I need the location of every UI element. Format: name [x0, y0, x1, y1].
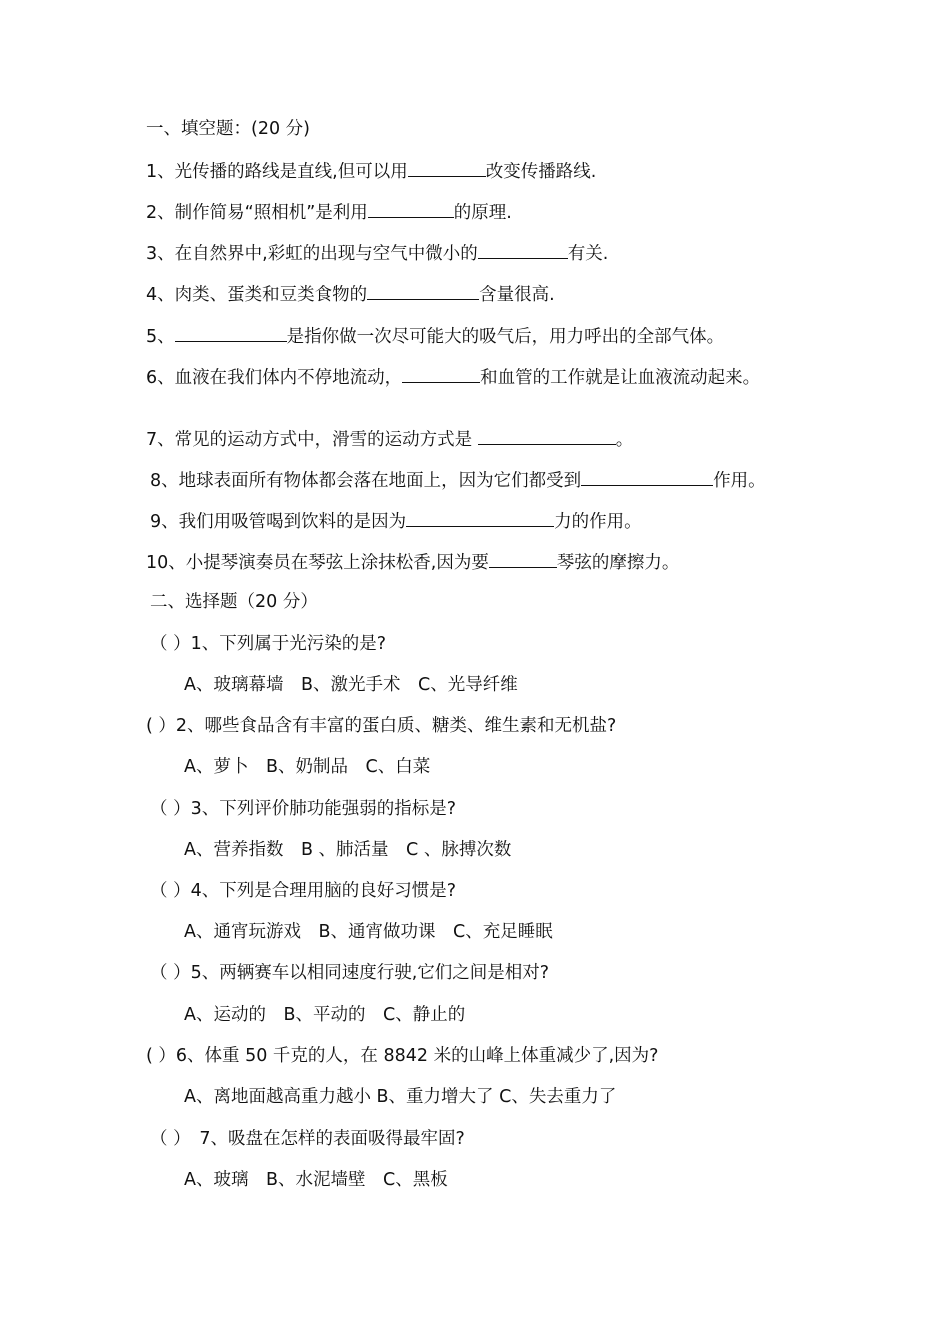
fill-item-1 — [146, 158, 596, 184]
fill-item-text: 改变传播路线. — [485, 162, 597, 182]
fill-item-text: 4、肉类、蛋类和豆类食物的 — [146, 285, 368, 305]
fill-item-7 — [146, 426, 633, 452]
fill-item-4 — [146, 281, 555, 307]
fill-item-text: 琴弦的摩擦力。 — [556, 553, 680, 573]
choice-options-6: A、离地面越高重力越小 B、重力增大了 C、失去重力了 — [184, 1087, 617, 1107]
choice-question-1: （ ）1、下列属于光污染的是? — [150, 634, 386, 654]
choice-question-3: （ ）3、下列评价肺功能强弱的指标是? — [150, 799, 456, 819]
choice-options-1: A、玻璃幕墙 B、激光手术 C、光导纤维 — [184, 675, 518, 695]
choice-options-2: A、萝卜 B、奶制品 C、白菜 — [184, 757, 431, 777]
fill-item-text: 10、小提琴演奏员在琴弦上涂抹松香,因为要 — [146, 553, 489, 573]
fill-item-text: 5、 — [146, 327, 175, 347]
fill-item-text: 2、制作简易“照相机”是利用 — [146, 203, 368, 223]
fill-item-text: 力的作用。 — [554, 512, 642, 532]
fill-item-text: 3、在自然界中,彩虹的出现与空气中微小的 — [146, 244, 478, 264]
answer-blank — [478, 240, 568, 259]
fill-item-text: 6、血液在我们体内不停地流动， — [146, 368, 403, 388]
fill-item-text: 7、常见的运动方式中，滑雪的运动方式是 — [146, 430, 478, 450]
choice-options-3: A、营养指数 B 、肺活量 C 、脉搏次数 — [184, 840, 512, 860]
answer-blank — [581, 467, 713, 486]
choice-options-5: A、运动的 B、平动的 C、静止的 — [184, 1005, 466, 1025]
fill-item-10 — [146, 549, 679, 575]
fill-item-text: 是指你做一次尽可能大的吸气后，用力呼出的全部气体。 — [286, 327, 725, 347]
choice-question-6: ( ）6、体重 50 千克的人，在 8842 米的山峰上体重减少了,因为? — [146, 1046, 659, 1066]
fill-item-text: 含量很高. — [479, 285, 555, 305]
choice-question-5: （ ）5、两辆赛车以相同速度行驶,它们之间是相对? — [150, 963, 550, 983]
fill-item-9 — [150, 508, 642, 534]
answer-blank — [402, 364, 480, 383]
fill-item-text: 和血管的工作就是让血液流动起来。 — [480, 368, 761, 388]
fill-item-6 — [146, 364, 760, 390]
fill-item-3 — [146, 240, 608, 266]
choice-options-4: A、通宵玩游戏 B、通宵做功课 C、充足睡眠 — [184, 922, 553, 942]
choice-question-7: （ ） 7、吸盘在怎样的表面吸得最牢固? — [150, 1129, 465, 1149]
fill-item-text: 9、我们用吸管喝到饮料的是因为 — [150, 512, 407, 532]
fill-item-text: 8、地球表面所有物体都会落在地面上，因为它们都受到 — [150, 471, 582, 491]
fill-item-text: 的原理. — [453, 203, 512, 223]
choice-options-7: A、玻璃 B、水泥墙壁 C、黑板 — [184, 1170, 448, 1190]
choice-question-2: ( ）2、哪些食品含有丰富的蛋白质、糖类、维生素和无机盐? — [146, 716, 617, 736]
answer-blank — [175, 323, 287, 342]
fill-item-2 — [146, 199, 512, 225]
fill-item-text: 有关. — [567, 244, 609, 264]
answer-blank — [489, 549, 557, 568]
fill-heading: 一、填空题：(20 分) — [146, 119, 310, 139]
fill-item-8 — [150, 467, 766, 493]
fill-item-5 — [146, 323, 724, 349]
fill-item-text: 。 — [615, 430, 634, 450]
choice-heading: 二、选择题（20 分） — [150, 592, 318, 612]
fill-item-text: 1、光传播的路线是直线,但可以用 — [146, 162, 408, 182]
fill-item-text: 作用。 — [713, 471, 766, 491]
answer-blank — [368, 199, 454, 218]
answer-blank — [406, 508, 554, 527]
choice-question-4: （ ）4、下列是合理用脑的良好习惯是? — [150, 881, 456, 901]
answer-blank — [478, 426, 616, 445]
answer-blank — [367, 281, 479, 300]
answer-blank — [408, 158, 486, 177]
